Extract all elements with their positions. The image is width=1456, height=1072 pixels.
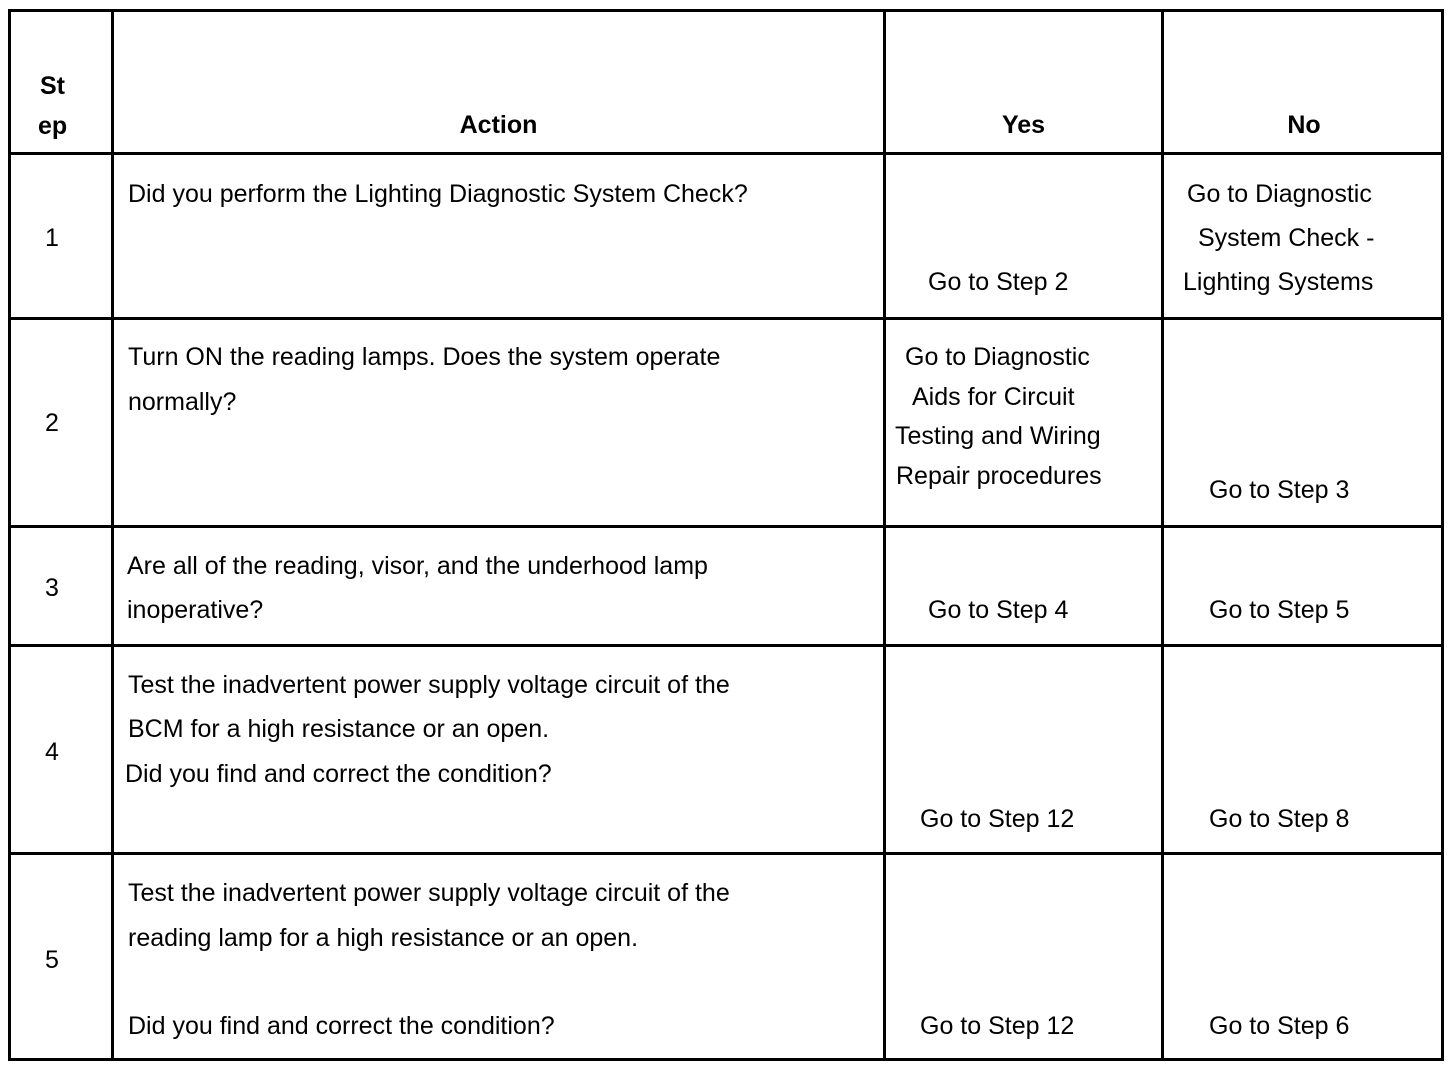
row-yes-text: Go to Diagnostic xyxy=(905,343,1090,371)
row-no-text: Go to Step 8 xyxy=(1209,805,1350,833)
row-action-text: normally? xyxy=(128,388,237,416)
row-action-text: Did you find and correct the condition? xyxy=(125,760,552,788)
header-action: Action xyxy=(459,111,538,139)
header-step-line2: ep xyxy=(38,112,68,140)
row-divider xyxy=(11,852,1441,855)
column-divider xyxy=(1161,12,1164,1058)
row-no-text: Go to Diagnostic xyxy=(1187,180,1372,208)
row-action-text: reading lamp for a high resistance or an open. xyxy=(128,924,639,952)
row-step-number: 4 xyxy=(45,738,59,766)
column-divider xyxy=(111,12,114,1058)
row-no-text: Go to Step 5 xyxy=(1209,596,1350,624)
row-yes-text: Go to Step 12 xyxy=(920,1012,1075,1040)
row-yes-text: Go to Step 2 xyxy=(928,268,1069,296)
column-divider xyxy=(883,12,886,1058)
row-action-text: Turn ON the reading lamps. Does the system operate xyxy=(128,343,721,371)
row-divider xyxy=(11,317,1441,320)
row-no-text: Go to Step 6 xyxy=(1209,1012,1350,1040)
row-action-text: Did you find and correct the condition? xyxy=(128,1012,555,1040)
row-divider xyxy=(11,644,1441,647)
row-step-number: 5 xyxy=(45,946,59,974)
row-no-text: Lighting Systems xyxy=(1183,268,1374,296)
row-action-text: BCM for a high resistance or an open. xyxy=(128,715,550,743)
row-divider xyxy=(11,525,1441,528)
row-step-number: 1 xyxy=(45,224,59,252)
row-step-number: 3 xyxy=(45,574,59,602)
row-yes-text: Repair procedures xyxy=(896,462,1102,490)
row-yes-text: Go to Step 12 xyxy=(920,805,1075,833)
row-no-text: System Check - xyxy=(1198,224,1375,252)
row-action-text: Test the inadvertent power supply voltage circuit of the xyxy=(128,671,730,699)
row-yes-text: Go to Step 4 xyxy=(928,596,1069,624)
row-yes-text: Testing and Wiring xyxy=(895,422,1101,450)
row-action-text: Did you perform the Lighting Diagnostic System Check? xyxy=(128,180,748,208)
row-yes-text: Aids for Circuit xyxy=(912,383,1075,411)
header-step-line1: St xyxy=(40,72,65,100)
row-step-number: 2 xyxy=(45,409,59,437)
diagnostic-table xyxy=(8,9,1444,1061)
row-divider xyxy=(11,152,1441,155)
row-action-text: inoperative? xyxy=(127,596,264,624)
row-action-text: Test the inadvertent power supply voltage circuit of the xyxy=(128,879,730,907)
row-action-text: Are all of the reading, visor, and the underhood lamp xyxy=(127,552,708,580)
header-yes: Yes xyxy=(1001,111,1046,139)
header-no: No xyxy=(1287,111,1321,139)
row-no-text: Go to Step 3 xyxy=(1209,476,1350,504)
